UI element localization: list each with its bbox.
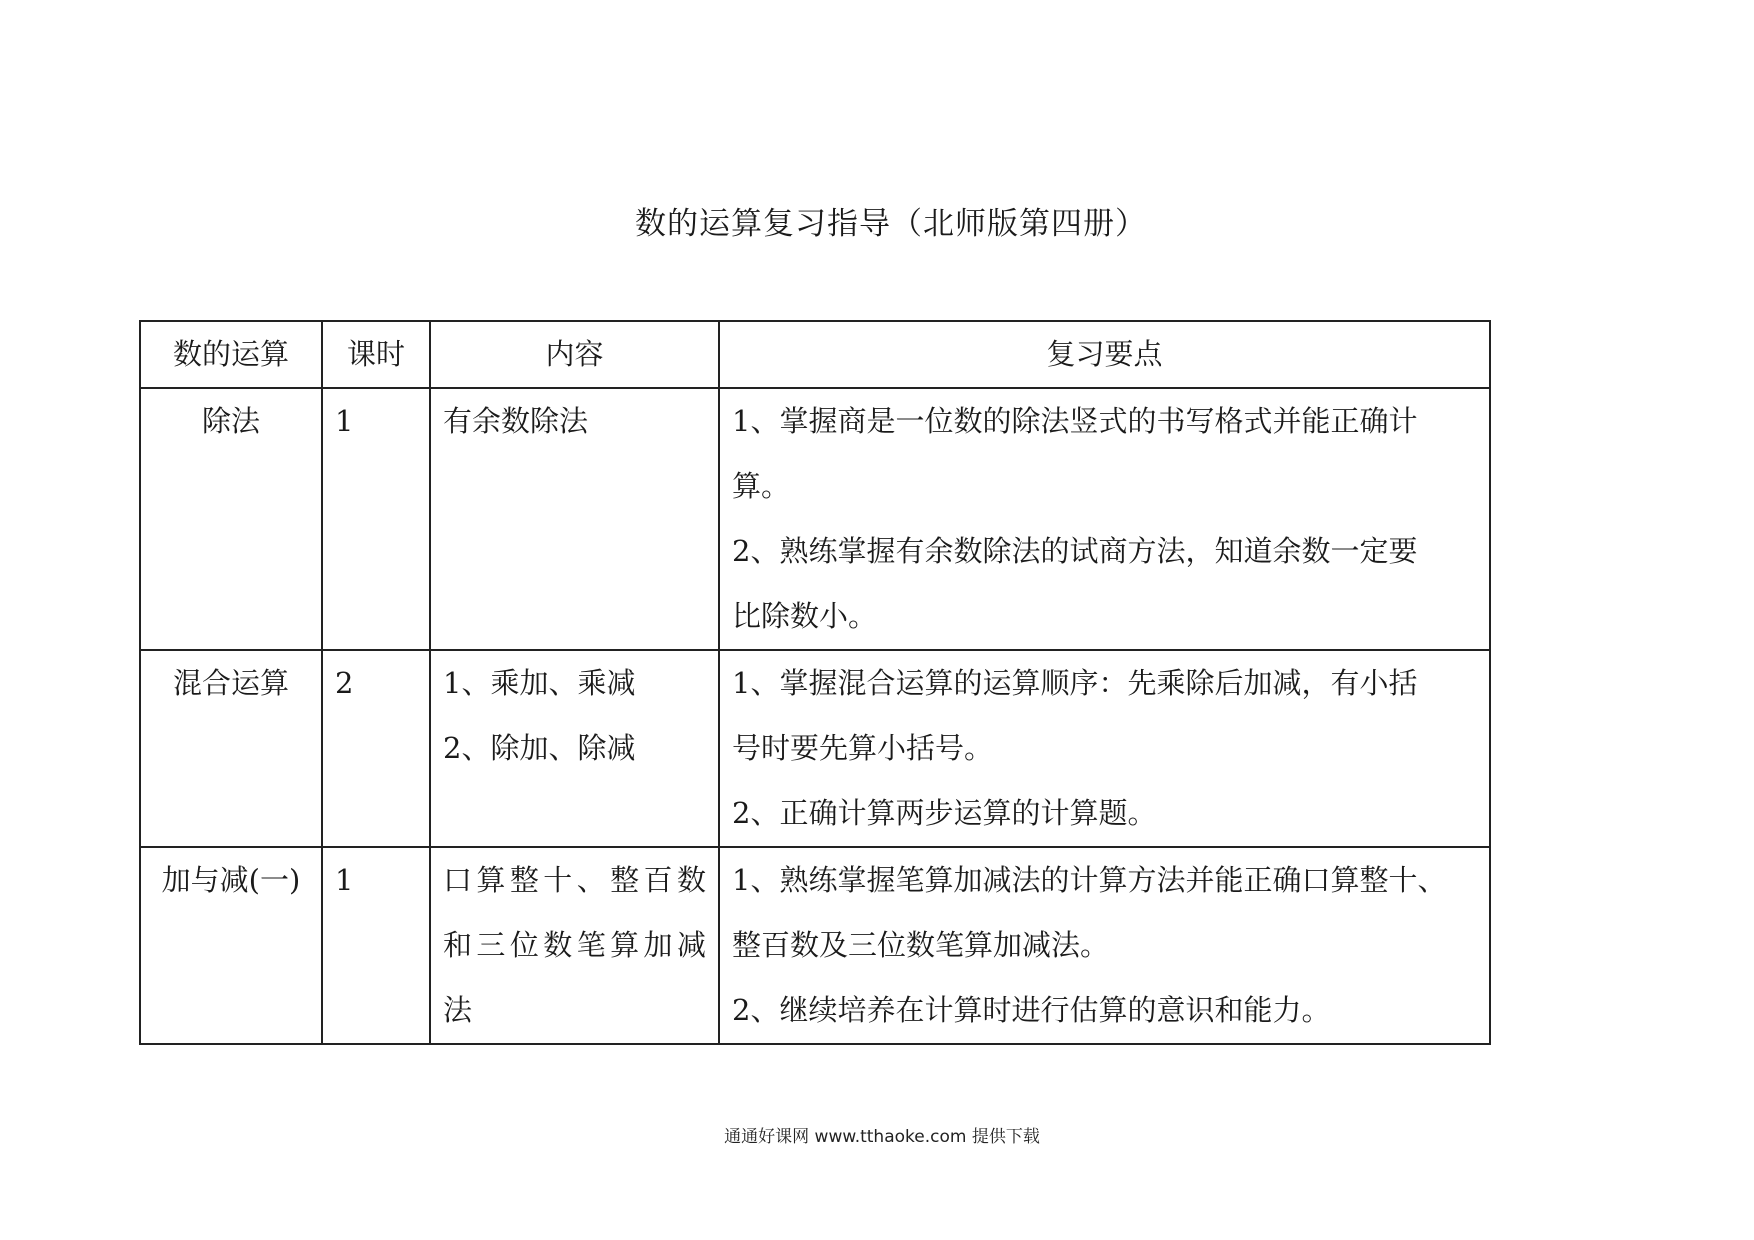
point-line: 号时要先算小括号。	[732, 731, 994, 765]
hours-cell: 1	[322, 388, 430, 650]
point-line: 2、正确计算两步运算的计算题。	[732, 796, 1157, 830]
header-points: 复习要点	[719, 321, 1490, 388]
table-row	[140, 650, 1490, 847]
point-line: 2、熟练掌握有余数除法的试商方法，知道余数一定要	[732, 534, 1418, 568]
content-line: 有余数除法	[443, 404, 589, 438]
point-line: 比除数小。	[732, 599, 878, 633]
hours-cell: 2	[322, 650, 430, 847]
points-cell	[719, 388, 1490, 650]
points-cell	[719, 847, 1490, 1044]
footer-source-text: 通通好课网 www.tthaoke.com 提供下载	[724, 1127, 1040, 1147]
header-content: 内容	[430, 321, 719, 388]
content-line: 2、除加、除减	[443, 731, 636, 765]
point-line: 整百数及三位数笔算加减法。	[732, 928, 1110, 962]
header-hours: 课时	[322, 321, 430, 388]
operation-cell: 除法	[140, 388, 322, 650]
points-cell	[719, 650, 1490, 847]
point-line: 1、掌握混合运算的运算顺序：先乘除后加减，有小括	[732, 666, 1418, 700]
table-header-row	[140, 321, 1490, 388]
content-cell	[430, 847, 719, 1044]
operation-cell: 加与减(一)	[140, 847, 322, 1044]
content-cell	[430, 650, 719, 847]
point-line: 算。	[732, 469, 791, 503]
table-row	[140, 847, 1490, 1044]
table-row	[140, 388, 1490, 650]
content-line: 1、乘加、乘减	[443, 666, 636, 700]
operation-cell: 混合运算	[140, 650, 322, 847]
document-title: 数的运算复习指导（北师版第四册）	[635, 206, 1147, 242]
point-line: 1、掌握商是一位数的除法竖式的书写格式并能正确计	[732, 404, 1418, 438]
header-operation: 数的运算	[140, 321, 322, 388]
review-table	[139, 320, 1491, 1045]
content-cell	[430, 388, 719, 650]
content-line: 口算整十、整百数	[443, 863, 706, 897]
point-line: 2、继续培养在计算时进行估算的意识和能力。	[732, 993, 1331, 1027]
content-line: 法	[443, 993, 473, 1027]
point-line: 1、熟练掌握笔算加减法的计算方法并能正确口算整十、	[732, 863, 1447, 897]
hours-cell: 1	[322, 847, 430, 1044]
content-line: 和三位数笔算加减	[443, 928, 706, 962]
